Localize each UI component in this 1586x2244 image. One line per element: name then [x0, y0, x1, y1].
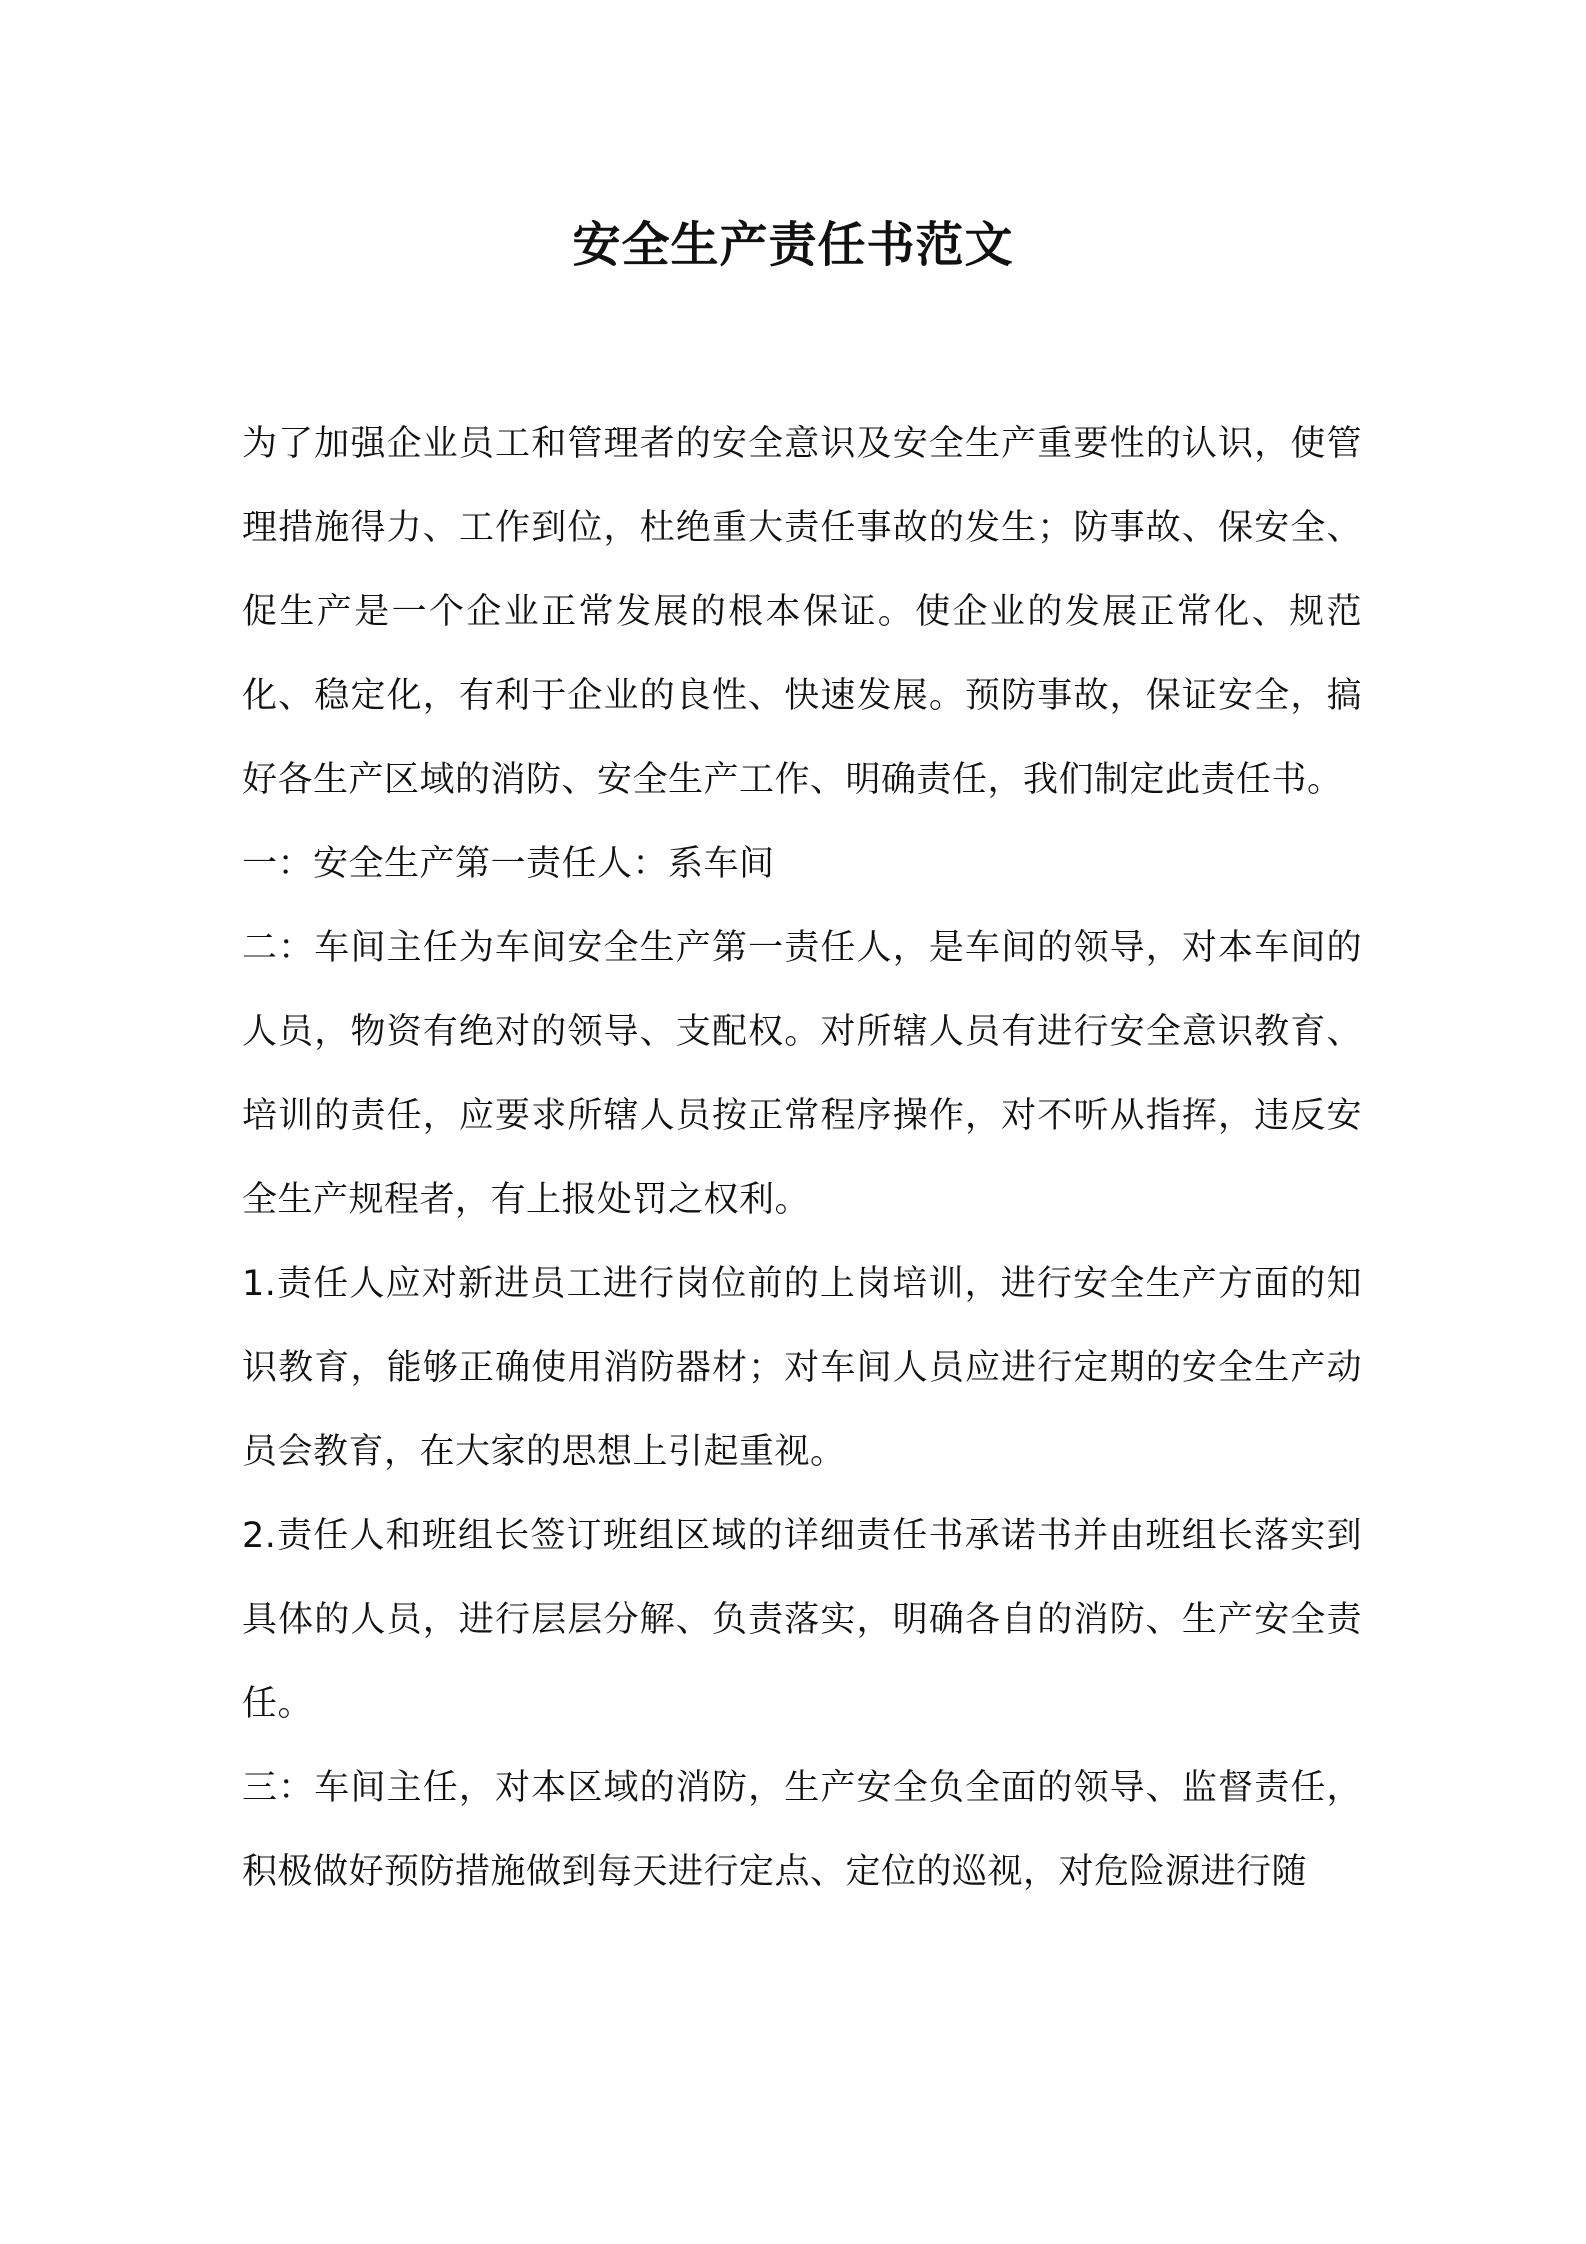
paragraph-intro: 为了加强企业员工和管理者的安全意识及安全生产重要性的认识，使管理措施得力、工作到位，杜绝重大责任事故的发生；防事故、保安全、促生产是一个企业正常发展的根本保证。使企业的发展正常化、规范化、稳定化，有利于企业的良性、快速发展。预防事故，保证安全，搞好各生产区域的消防、安全生产工作、明确责任，我们制定此责任书。	[242, 424, 1362, 800]
document-body	[242, 402, 1362, 1914]
paragraph-section-2: 二：车间主任为车间安全生产第一责任人，是车间的领导，对本车间的人员，物资有绝对的领导、支配权。对所辖人员有进行安全意识教育、培训的责任，应要求所辖人员按正常程序操作，对不听从指挥，违反安全生产规程者，有上报处罚之权利。	[242, 928, 1362, 1220]
paragraph-section-1: 一：安全生产第一责任人：系车间	[242, 844, 775, 884]
paragraph-section-3: 三：车间主任，对本区域的消防，生产安全负全面的领导、监督责任，积极做好预防措施做到每天进行定点、定位的巡视，对危险源进行随	[242, 1768, 1362, 1892]
document-title: 安全生产责任书范文	[572, 217, 1014, 273]
paragraph-item-1: 1.责任人应对新进员工进行岗位前的上岗培训，进行安全生产方面的知识教育，能够正确使用消防器材；对车间人员应进行定期的安全生产动员会教育，在大家的思想上引起重视。	[242, 1264, 1362, 1472]
paragraph-item-2: 2.责任人和班组长签订班组区域的详细责任书承诺书并由班组长落实到具体的人员，进行层层分解、负责落实，明确各自的消防、生产安全责任。	[242, 1516, 1362, 1724]
